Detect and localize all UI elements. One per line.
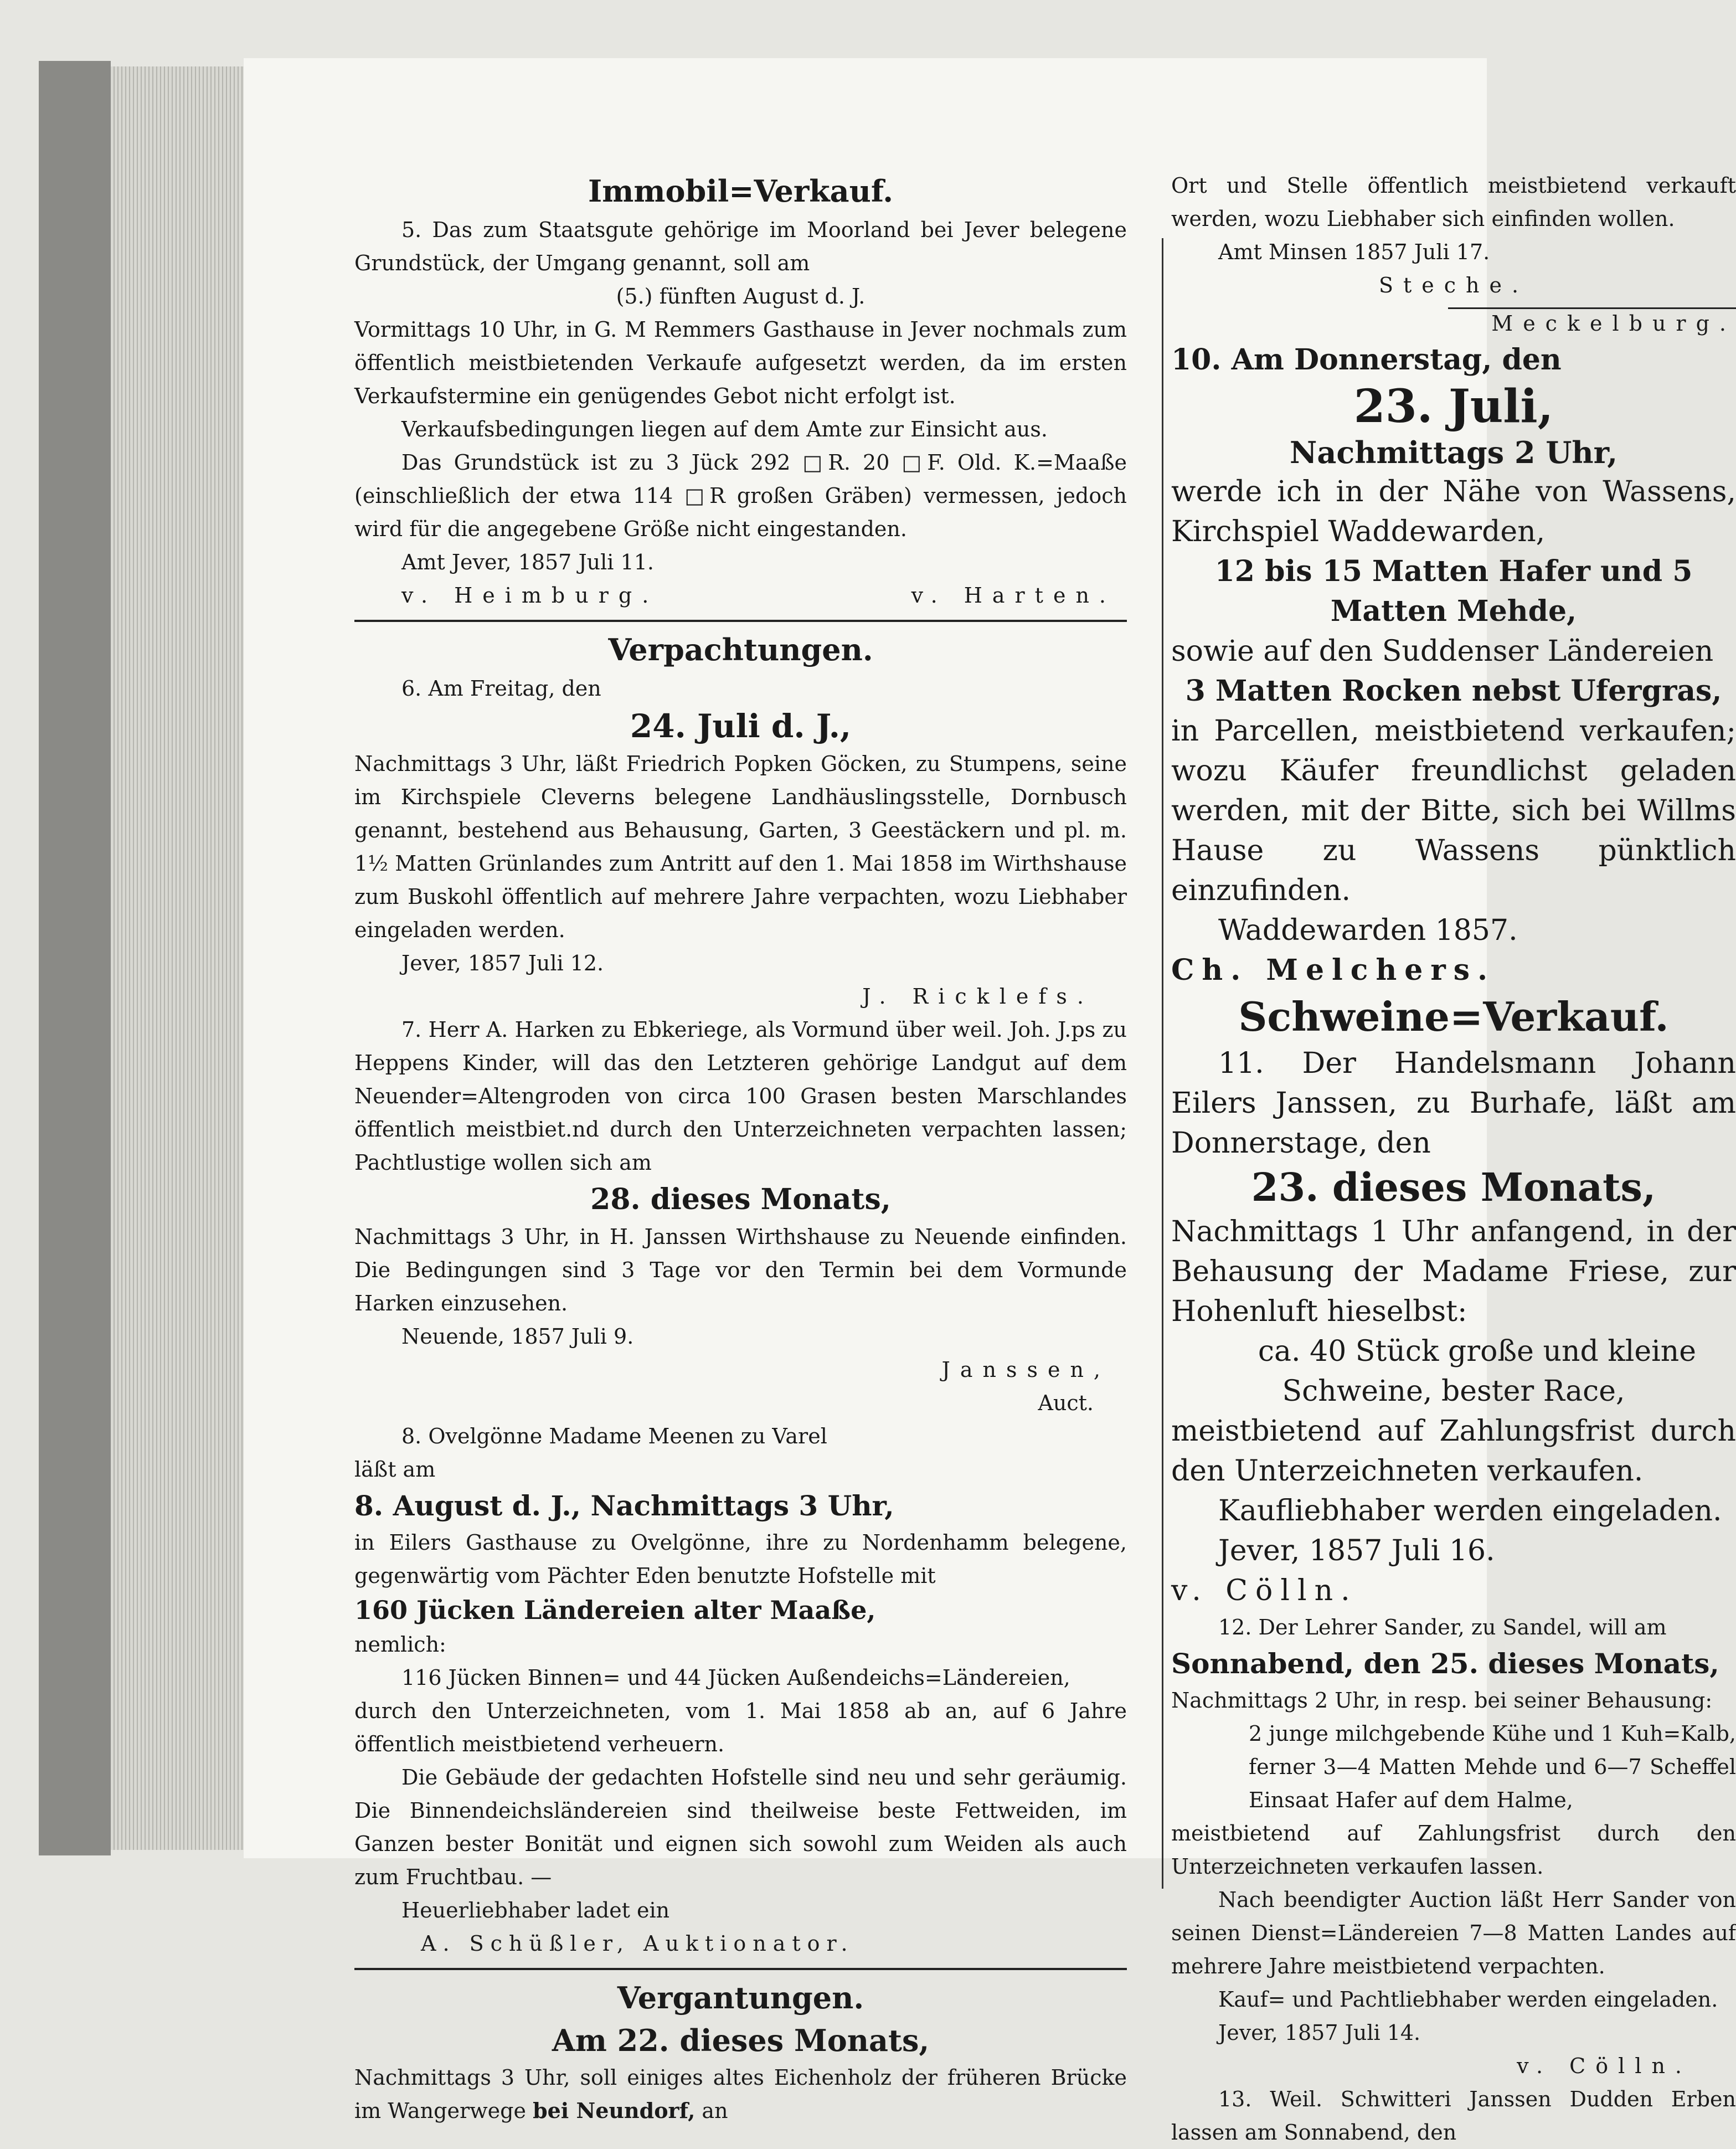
ad6-intro: 6. Am Freitag, den	[401, 676, 601, 701]
column-divider	[1162, 238, 1163, 1889]
ad10-intro: 10. Am Donnerstag, den	[1171, 343, 1562, 377]
ad5-date: (5.) fünften August d. J.	[616, 284, 866, 309]
ad11-text1: 11. Der Handelsmann Johann Eilers Janssen, zu Burhafe, läßt am Donnerstage, den	[1171, 1047, 1736, 1160]
ad12-text5: Nach beendigter Auction läßt Herr Sander von seinen Dienst=Ländereien 7—8 Matten Landes auf mehrere Jahre meistbietend verpachten.	[1171, 1888, 1736, 1978]
vergantung-bold: bei Neundorf,	[533, 2098, 696, 2123]
ad12-text6: Kauf= und Pachtliebhaber werden eingeladen.	[1218, 1987, 1718, 2012]
ad12-dateline: Jever, 1857 Juli 14.	[1218, 2021, 1421, 2045]
ad5-text2: Vormittags 10 Uhr, in G. M Remmers Gasthause in Jever nochmals zum öffentlich meistbietenden Verkaufe aufgesetzt werden, da im ersten Verkaufstermine ein genügendes Gebot nicht erfolgt ist.	[354, 317, 1127, 408]
vergantung-date: Am 22. dieses Monats,	[552, 2023, 930, 2058]
ad5-signature-2: v. Harten.	[911, 583, 1116, 608]
ad6-dateline: Jever, 1857 Juli 12.	[401, 951, 604, 975]
ad10-bold1: 12 bis 15 Matten Hafer und 5 Matten Mehde,	[1214, 554, 1693, 628]
cont-dateline: Amt Minsen 1857 Juli 17.	[1218, 240, 1490, 264]
ad5-text: 5. Das zum Staatsgute gehörige im Moorland bei Jever belegene Grundstück, der Umgang genannt, soll am	[354, 218, 1127, 275]
ad6-date: 24. Juli d. J.,	[630, 707, 852, 745]
ad7-signature: Janssen,	[941, 1358, 1110, 1382]
heading-immobil-verkauf: Immobil=Verkauf.	[588, 173, 894, 209]
ad5-text4: Das Grundstück ist zu 3 Jück 292 □R. 20 □F. Old. K.=Maaße (einschließlich der etwa 114 □R großen Gräben) vermessen, jedoch wird für die angegebene Größe nicht eingestanden.	[354, 450, 1127, 541]
ad11-signature: v. Cölln.	[1171, 1574, 1358, 1607]
heading-schweine-verkauf: Schweine=Verkauf.	[1238, 993, 1669, 1040]
ad12-text3: 2 junge milchgebende Kühe und 1 Kuh=Kalb, ferner 3—4 Matten Mehde und 6—7 Scheffel Einsaat Hafer auf dem Halme,	[1249, 1721, 1736, 1812]
ad10-dateline: Waddewarden 1857.	[1218, 914, 1518, 947]
ad7-text: 7. Herr A. Harken zu Ebkeriege, als Vormund über weil. Joh. J.ps zu Heppens Kinder, will das den Letzteren gehörige Landgut auf dem Neuender=Altengroden von circa 100 Grasen besten Marschlandes öffentlich meistbiet.nd durch den Unterzeichneten verpachten lassen; Pachtlustige wollen sich am	[354, 1017, 1127, 1175]
ad12-date: Sonnabend, den 25. dieses Monats,	[1171, 1647, 1719, 1680]
cont-text: Ort und Stelle öffentlich meistbietend verkauft werden, wozu Liebhaber sich einfinden wollen.	[1171, 173, 1736, 231]
ad8-text: in Eilers Gasthause zu Ovelgönne, ihre zu Nordenhamm belegene, gegenwärtig vom Pächter Eden benutzte Hofstelle mit	[354, 1530, 1127, 1588]
ad8-bold: 160 Jücken Ländereien alter Maaße,	[354, 1595, 876, 1625]
vergantung-tail: an	[702, 2099, 728, 2123]
ad6-signature: J. Ricklefs.	[862, 984, 1094, 1009]
ad8-intro: 8. Ovelgönne Madame Meenen zu Varel	[401, 1424, 827, 1448]
ad13-text: 13. Weil. Schwitteri Janssen Dudden Erben lassen am Sonnabend, den	[1171, 2087, 1736, 2145]
ad11-text3: ca. 40 Stück große und kleine Schweine, bester Race,	[1258, 1335, 1697, 1408]
ad7-dateline: Neuende, 1857 Juli 9.	[401, 1324, 634, 1349]
book-spine-edge	[39, 61, 111, 1855]
ad11-date: 23. dieses Monats,	[1251, 1164, 1656, 1210]
ad10-text3: in Parcellen, meistbietend verkaufen; wozu Käufer freundlichst geladen werden, mit der Bitte, sich bei Willms Hause zu Wassens pünktlich einzufinden.	[1171, 714, 1736, 907]
heading-verpachtungen: Verpachtungen.	[608, 632, 873, 667]
ad8-date: 8. August d. J., Nachmittags 3 Uhr,	[354, 1489, 894, 1522]
ad7-date: 28. dieses Monats,	[590, 1183, 891, 1216]
ad11-text2: Nachmittags 1 Uhr anfangend, in der Behausung der Madame Friese, zur Hohenluft hieselbst:	[1171, 1215, 1736, 1328]
ad10-date: 23. Juli,	[1353, 380, 1554, 433]
cont-signature: Steche.	[1378, 273, 1529, 297]
ad5-dateline: Amt Jever, 1857 Juli 11.	[401, 550, 654, 574]
section-rule	[354, 1968, 1127, 1970]
ad7-signature-title: Auct.	[1038, 1391, 1094, 1415]
newspaper-page	[244, 58, 1736, 2145]
ad8-text2: 116 Jücken Binnen= und 44 Jücken Außendeichs=Ländereien,	[401, 1665, 1070, 1690]
ad8-text4: Die Gebäude der gedachten Hofstelle sind neu und sehr geräumig. Die Binnendeichsländereien sind theilweise beste Fettweiden, im Ganzen bester Bonität und eignen sich sowohl zum Weiden als auch zum Fruchtbau. —	[354, 1765, 1127, 1889]
ad12-text1: 12. Der Lehrer Sander, zu Sandel, will am	[1218, 1615, 1667, 1639]
section-rule	[354, 620, 1127, 622]
right-column	[1171, 169, 1736, 2149]
ad12-text2: Nachmittags 2 Uhr, in resp. bei seiner Behausung:	[1171, 1688, 1713, 1713]
book-page-stack	[111, 66, 244, 1850]
ad5-text3: Verkaufsbedingungen liegen auf dem Amte zur Einsicht aus.	[401, 417, 1048, 441]
ad5-signatures	[354, 579, 1127, 612]
ad8-intro2: läßt am	[354, 1457, 436, 1482]
ad11-text5: Kaufliebhaber werden eingeladen.	[1218, 1494, 1722, 1528]
ad8-signature: A. Schüßler, Auktionator.	[421, 1931, 854, 1956]
ad10-time: Nachmittags 2 Uhr,	[1289, 435, 1618, 470]
heading-vergantungen: Vergantungen.	[617, 1980, 864, 2016]
vergantung-text-main: Nachmittags 3 Uhr, soll einiges altes Eichenholz der früheren Brücke im Wangerwege	[354, 2065, 1127, 2123]
ad7-text2: Nachmittags 3 Uhr, in H. Janssen Wirthshause zu Neuende einfinden. Die Bedingungen sind 3 Tage vor den Termin bei dem Vormunde Harken einzusehen.	[354, 1225, 1127, 1315]
ad10-text1: werde ich in der Nähe von Wassens, Kirchspiel Waddewarden,	[1171, 475, 1736, 548]
ad12-signature: v. Cölln.	[1517, 2054, 1692, 2078]
ad6-text: Nachmittags 3 Uhr, läßt Friedrich Popken Göcken, zu Stumpens, seine im Kirchspiele Cleverns belegene Landhäuslingsstelle, Dornbusch genannt, bestehend aus Behausung, Garten, 3 Geestäckern und pl. m. 1½ Matten Grünlandes zum Antritt auf den 1. Mai 1858 im Wirthshause zum Buskohl öffentlich auf mehrere Jahre verpachten, wozu Liebhaber eingeladen werden.	[354, 752, 1127, 942]
ad10-text2: sowie auf den Suddenser Ländereien	[1171, 635, 1714, 668]
vergantung-text	[354, 2061, 1127, 2127]
ad5-signature-1: v. Heimburg.	[401, 583, 659, 608]
ad10-bold2: 3 Matten Rocken nebst Ufergras,	[1185, 674, 1722, 708]
ad11-dateline: Jever, 1857 Juli 16.	[1218, 1534, 1495, 1567]
mecklenburg-label: Meckelburg.	[1491, 311, 1736, 336]
left-column	[354, 169, 1127, 2127]
ad12-text4: meistbietend auf Zahlungsfrist durch den Unterzeichneten verkaufen lassen.	[1171, 1821, 1736, 1879]
ad8-namlich: nemlich:	[354, 1632, 446, 1657]
ad8-text3: durch den Unterzeichneten, vom 1. Mai 1858 ab an, auf 6 Jahre öffentlich meistbietend verheuern.	[354, 1699, 1127, 1756]
ad8-text5: Heuerliebhaber ladet ein	[401, 1898, 670, 1922]
ad10-signature: Ch. Melchers.	[1171, 953, 1496, 987]
ad11-text4: meistbietend auf Zahlungsfrist durch den Unterzeichneten verkaufen.	[1171, 1415, 1736, 1488]
